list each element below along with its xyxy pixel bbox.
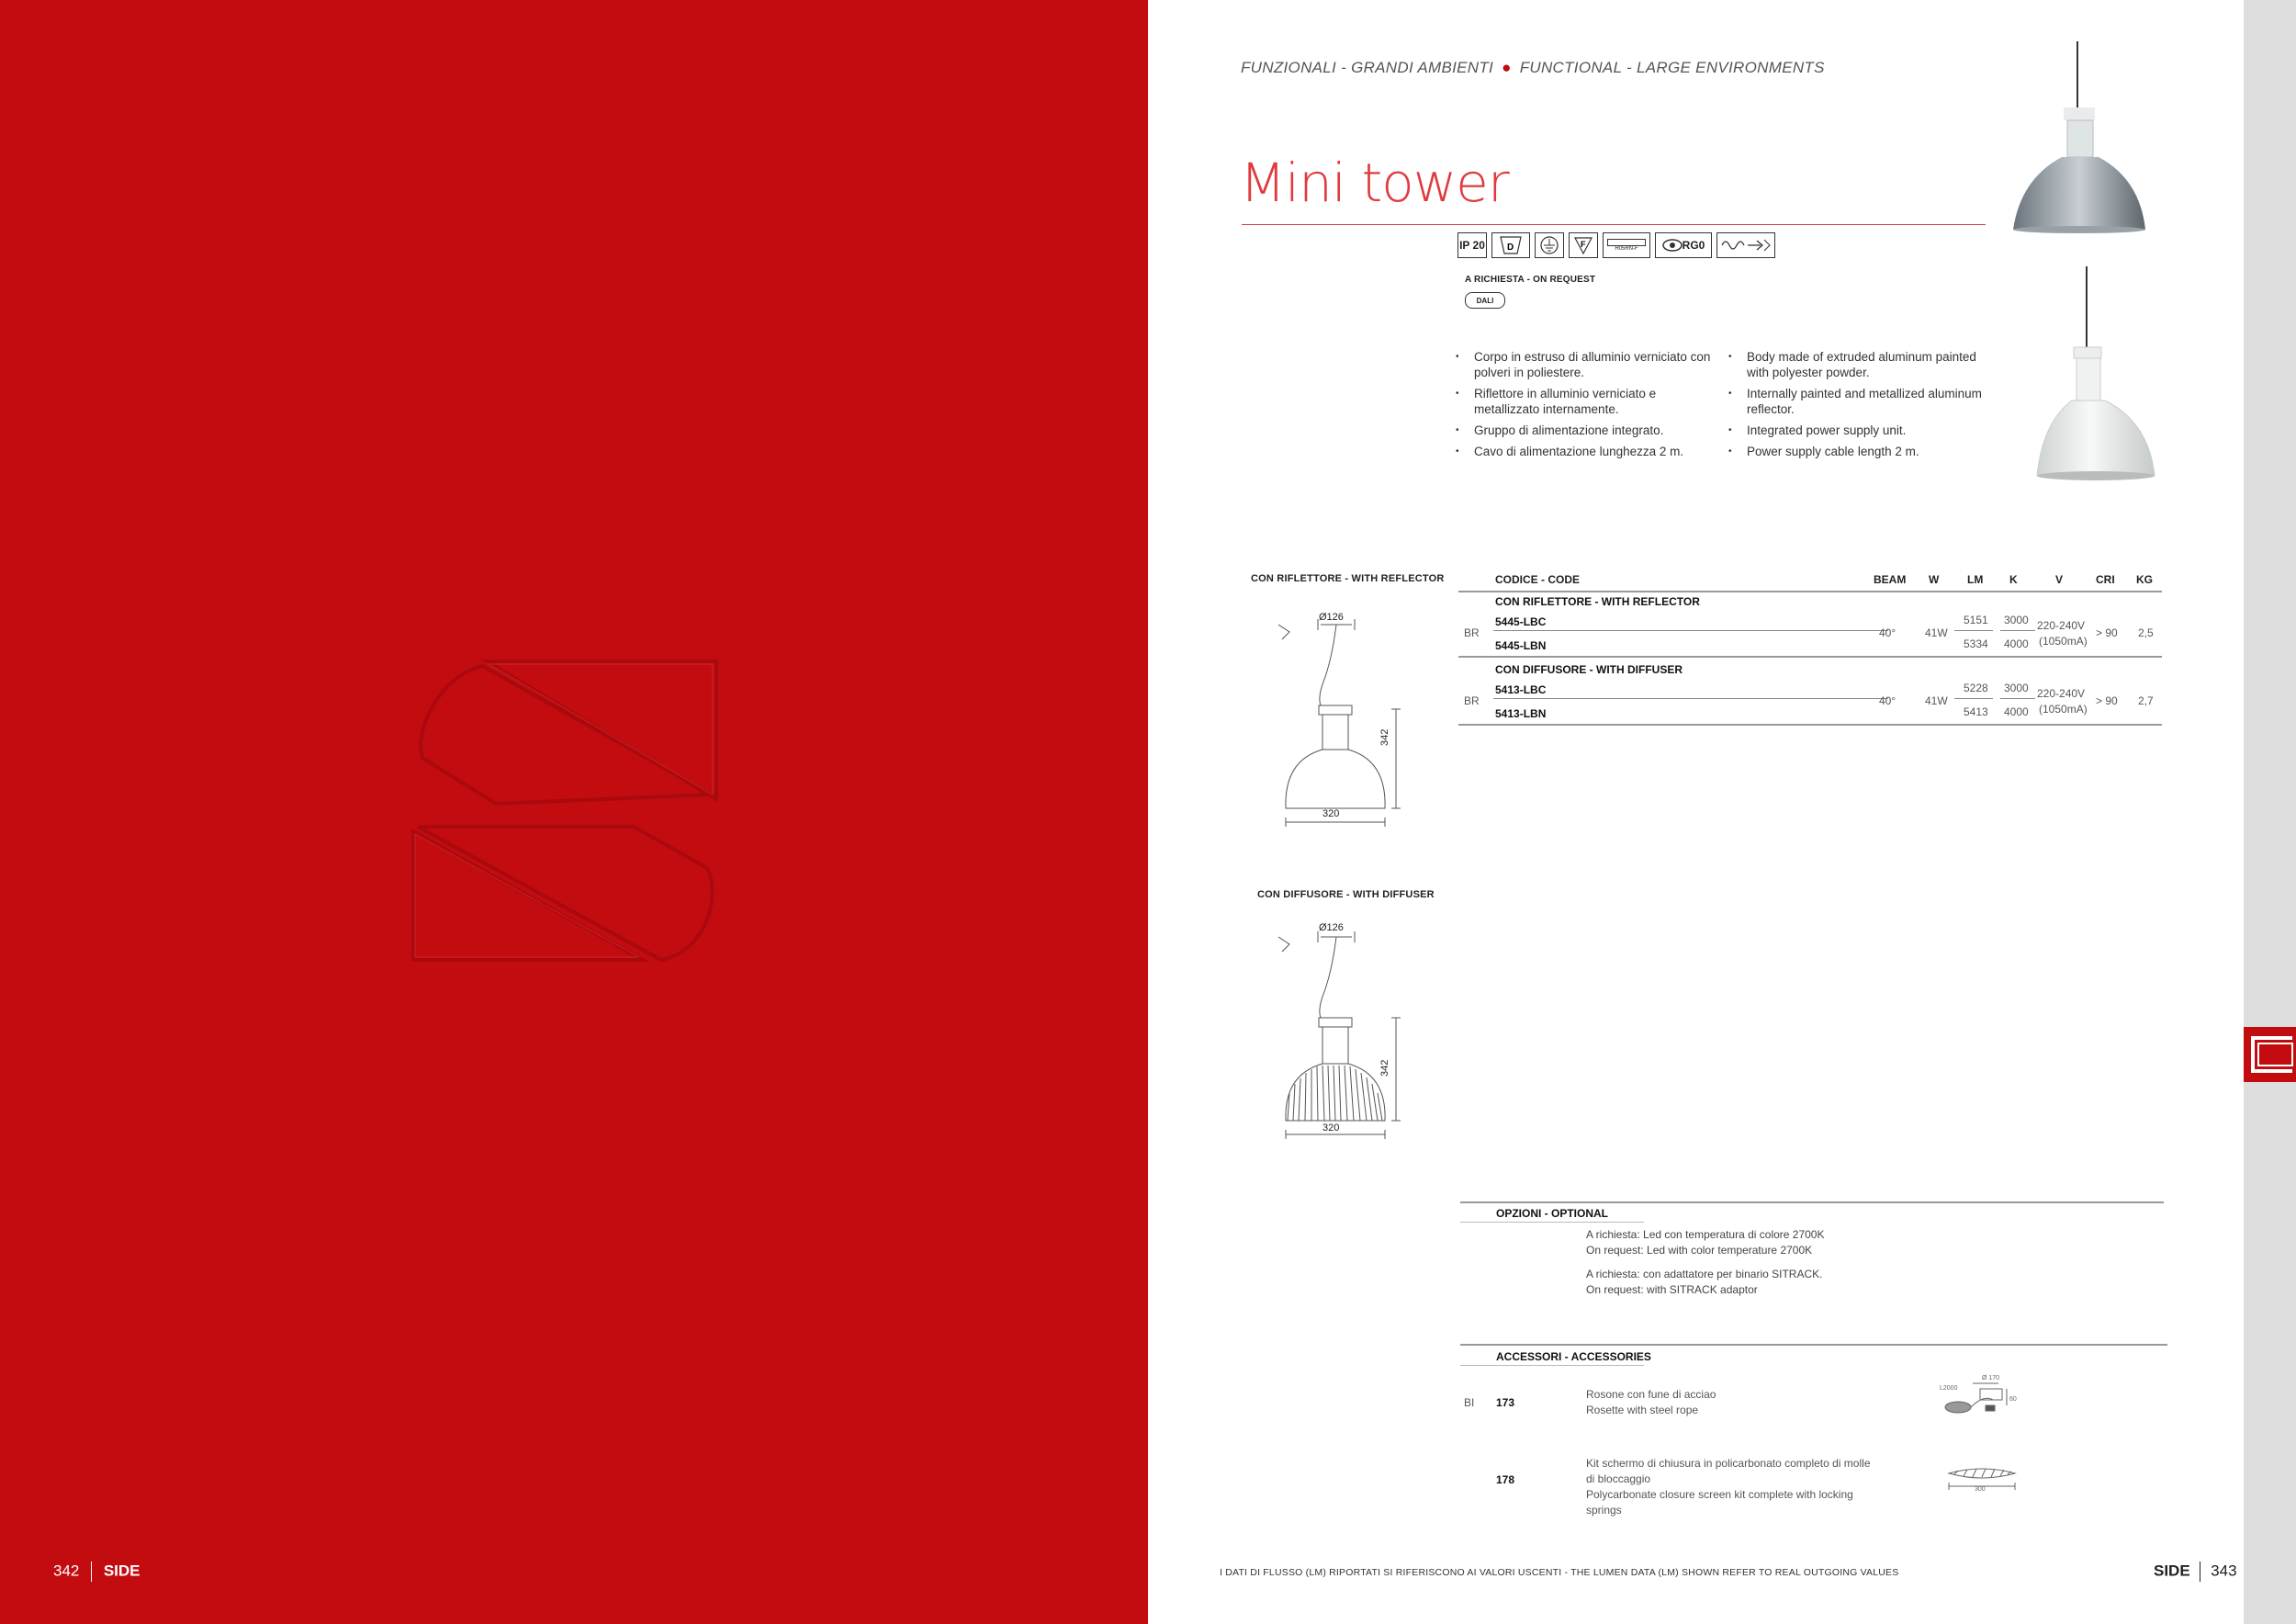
rosette-drawing	[1938, 1376, 2011, 1422]
diffuser-width: 320	[1322, 1122, 1340, 1133]
col-w: W	[1929, 573, 1940, 586]
left-footer	[53, 1562, 141, 1582]
product-photo-reflector	[2011, 41, 2149, 234]
reflector-diameter: Ø126	[1319, 612, 1344, 623]
reflector-drawing-label: CON RIFLETTORE - WITH REFLECTOR	[1251, 573, 1445, 584]
certification-icons	[1458, 232, 1775, 258]
kelvin: 3000	[2004, 614, 2029, 626]
feature-en-item: • Body made of extruded aluminum painted with polyester powder.	[1728, 349, 1986, 380]
weight: 2,5	[2138, 626, 2154, 639]
optional-subrule	[1460, 1222, 1644, 1223]
col-code: CODICE - CODE	[1495, 573, 1581, 586]
product-photo-diffuser	[2030, 266, 2163, 487]
watt: 41W	[1925, 694, 1948, 707]
kelvin: 4000	[2004, 637, 2029, 650]
feature-it-item: • Riflettore in alluminio verniciato e metallizzato internamente.	[1456, 386, 1713, 417]
title-underline	[1242, 224, 1986, 225]
lumen: 5334	[1964, 637, 1988, 650]
closure-screen-drawing	[1945, 1462, 2019, 1499]
feature-it-item: • Cavo di alimentazione lunghezza 2 m.	[1456, 444, 1713, 459]
kelvin: 3000	[2004, 682, 2029, 694]
optional-item: A richiesta: con adattatore per binario SITRACK. On request: with SITRACK adaptor	[1586, 1268, 1823, 1296]
col-kg: KG	[2136, 573, 2153, 586]
rosette-dim-height: 60	[2009, 1396, 2017, 1403]
accessories-title: ACCESSORI - ACCESSORIES	[1496, 1350, 1651, 1363]
finish: BR	[1464, 694, 1480, 707]
product-code[interactable]: 5413-LBC	[1495, 683, 1547, 696]
reflector-drawing	[1277, 606, 1405, 827]
beam: 40°	[1879, 626, 1896, 639]
cable-icon: H05RN-F	[1603, 232, 1650, 258]
section-tab-icon	[2244, 1027, 2296, 1082]
svg-text:F: F	[1581, 240, 1586, 249]
current: (1050mA)	[2039, 635, 2088, 648]
finish: BR	[1464, 626, 1480, 639]
col-beam: BEAM	[1874, 573, 1907, 586]
dimmable-icon	[1716, 232, 1775, 258]
photobiological-risk-icon: RG0	[1655, 232, 1712, 258]
category-it: FUNZIONALI - GRANDI AMBIENTI	[1241, 59, 1494, 76]
group-title: CON DIFFUSORE - WITH DIFFUSER	[1495, 663, 1683, 676]
col-k: K	[2009, 573, 2018, 586]
feature-en-item: • Integrated power supply unit.	[1728, 423, 1986, 438]
section-tab[interactable]	[2244, 1027, 2296, 1082]
reflector-height: 342	[1379, 728, 1390, 746]
product-code[interactable]: 5413-LBN	[1495, 707, 1547, 720]
left-brand: SIDE	[103, 1562, 141, 1580]
side-index-strip	[2244, 0, 2296, 1624]
d-class-icon	[1491, 232, 1530, 258]
cri: > 90	[2096, 694, 2118, 707]
voltage: 220-240V	[2037, 619, 2086, 632]
group-rule	[1458, 724, 2162, 726]
right-brand: SIDE	[2154, 1562, 2190, 1580]
product-code[interactable]: 5445-LBN	[1495, 639, 1547, 652]
group-title: CON RIFLETTORE - WITH REFLECTOR	[1495, 595, 1700, 608]
product-code[interactable]: 5445-LBC	[1495, 615, 1547, 628]
svg-text:D: D	[1507, 242, 1514, 253]
row-rule	[2000, 698, 2035, 699]
col-v: V	[2055, 573, 2064, 586]
feature-it-item: • Gruppo di alimentazione integrato.	[1456, 423, 1713, 438]
optional-item: A richiesta: Led con temperatura di colore 2700K On request: Led with color temperature 2700K	[1586, 1228, 1825, 1257]
features-it	[1456, 349, 1713, 465]
diffuser-drawing-label: CON DIFFUSORE - WITH DIFFUSER	[1257, 889, 1435, 900]
kelvin: 4000	[2004, 705, 2029, 718]
beam: 40°	[1879, 694, 1896, 707]
reflector-width: 320	[1322, 808, 1340, 819]
ip-rating-icon: IP 20	[1458, 232, 1487, 258]
cri: > 90	[2096, 626, 2118, 639]
accessories-rule	[1460, 1344, 2167, 1346]
accessory-code[interactable]: 173	[1496, 1396, 1515, 1409]
feature-en-item: • Internally painted and metallized aluminum reflector.	[1728, 386, 1986, 417]
optional-rule	[1460, 1201, 2164, 1203]
rosette-dim-diameter: Ø 170	[1982, 1375, 2000, 1382]
lumen: 5151	[1964, 614, 1988, 626]
bullet-dot: ●	[1502, 59, 1512, 76]
header-rule	[1458, 591, 2162, 592]
side-logo-emboss	[404, 657, 735, 969]
voltage: 220-240V	[2037, 687, 2086, 700]
right-page-number: 343	[2211, 1562, 2237, 1580]
lumen: 5228	[1964, 682, 1988, 694]
f-mark-icon	[1569, 232, 1598, 258]
category-en: FUNCTIONAL - LARGE ENVIRONMENTS	[1519, 59, 1825, 76]
row-rule	[1954, 630, 1993, 631]
right-footer	[2154, 1562, 2237, 1582]
ground-icon	[1535, 232, 1564, 258]
row-rule	[2000, 630, 2035, 631]
watt: 41W	[1925, 626, 1948, 639]
closure-dim-width: 300	[1975, 1486, 1986, 1493]
group-rule	[1458, 656, 2162, 658]
on-request-label: A RICHIESTA - ON REQUEST	[1465, 275, 1596, 285]
row-rule	[1493, 698, 1888, 699]
dali-badge: DALI	[1465, 292, 1505, 309]
product-title: Mini tower	[1240, 152, 1509, 214]
lumen: 5413	[1964, 705, 1988, 718]
col-lm: LM	[1967, 573, 1984, 586]
category-header	[1241, 59, 1825, 77]
diffuser-diameter: Ø126	[1319, 922, 1344, 933]
left-page-number: 342	[53, 1562, 80, 1580]
rosette-dim-length: L2000	[1940, 1385, 1958, 1392]
col-cri: CRI	[2096, 573, 2115, 586]
optional-title: OPZIONI - OPTIONAL	[1496, 1207, 1608, 1220]
weight: 2,7	[2138, 694, 2154, 707]
accessory-desc: Kit schermo di chiusura in policarbonato completo di molle di bloccaggio Polycarbonate closure screen kit complete with locking springs	[1586, 1457, 1871, 1517]
diffuser-drawing	[1277, 919, 1405, 1148]
current: (1050mA)	[2039, 703, 2088, 716]
accessory-desc: Rosone con fune di acciao Rosette with steel rope	[1586, 1388, 1716, 1416]
feature-en-item: • Power supply cable length 2 m.	[1728, 444, 1986, 459]
feature-it-item: • Corpo in estruso di alluminio verniciato con polveri in poliestere.	[1456, 349, 1713, 380]
features-en	[1728, 349, 1986, 465]
row-rule	[1954, 698, 1993, 699]
diffuser-height: 342	[1379, 1059, 1390, 1077]
lumen-footnote: I DATI DI FLUSSO (LM) RIPORTATI SI RIFERISCONO AI VALORI USCENTI - THE LUMEN DATA (LM) SHOWN REFER TO REAL OUTGOING VALUES	[1220, 1567, 1899, 1578]
accessories-subrule	[1460, 1365, 1644, 1366]
row-rule	[1493, 630, 1888, 631]
accessory-code[interactable]: 178	[1496, 1473, 1515, 1486]
product-table	[1458, 564, 2162, 1023]
accessory-finish: BI	[1464, 1396, 1475, 1409]
